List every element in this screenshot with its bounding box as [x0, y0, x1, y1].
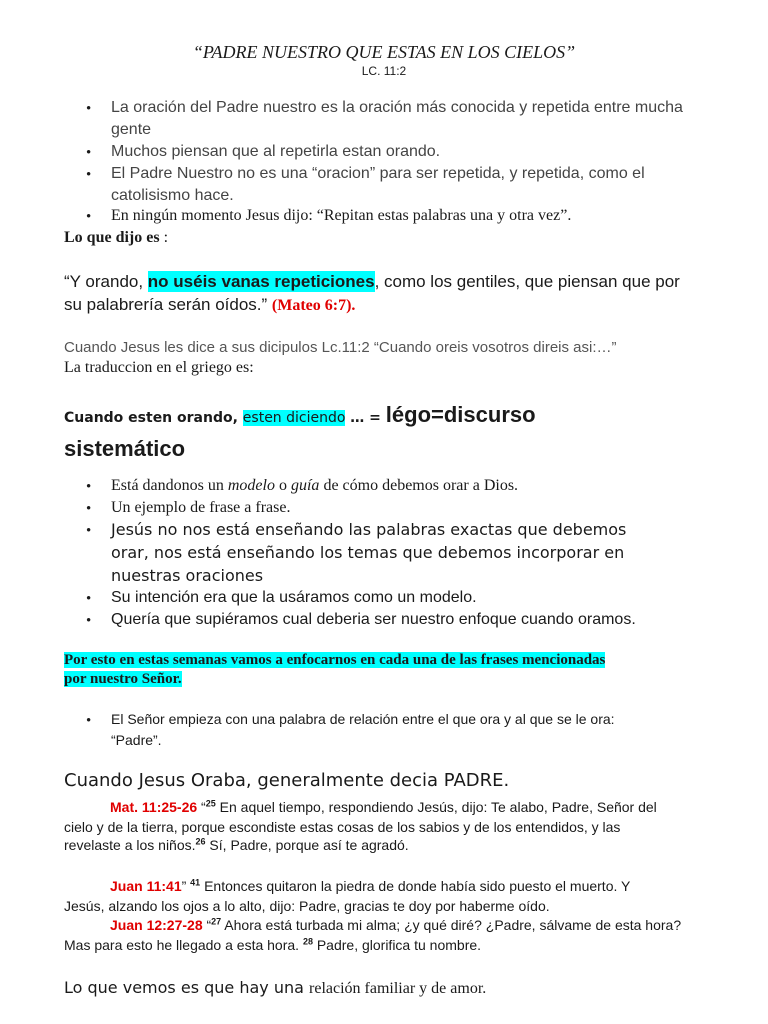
bullet-icon: •: [86, 209, 92, 225]
list-item: orar, nos está enseñando los temas que debemos incorporar en: [111, 543, 625, 562]
griego-part1: Cuando esten orando,: [64, 410, 243, 426]
page-subtitle: LC. 11:2: [361, 64, 407, 78]
bullet-icon: •: [86, 479, 92, 495]
quote-line-1: [64, 272, 680, 292]
verse-number: 26: [195, 836, 206, 847]
juan2-text-1: Ahora está turbada mi alma; ¿y qué diré? ¿Padre, sálvame de esta hora?: [221, 917, 682, 933]
quote-rest: , como los gentiles, que piensan que por: [374, 272, 680, 291]
juan1-line-2: Jesús, alzando los ojos a lo alto, dijo: Padre, gracias te doy por haberme oído.: [64, 898, 550, 914]
final-relacion: relación familiar y de amor: [309, 980, 483, 997]
final-line: [64, 978, 486, 998]
mat-text-1: En aquel tiempo, respondiendo Jesús, dijo: Te alabo, Padre, Señor del: [215, 799, 657, 815]
list-item: catolisismo hace.: [111, 187, 234, 204]
verse-number: 28: [302, 936, 313, 947]
guia-em: guía: [290, 477, 320, 494]
quote-line-2: [64, 295, 355, 315]
bullet-icon: •: [86, 523, 92, 539]
list-item: Muchos piensan que al repetirla estan orando.: [111, 143, 441, 160]
colon: :: [159, 229, 169, 246]
mat-text-3b: Sí, Padre, porque así te agradó.: [205, 837, 409, 853]
semanas-highlight-2: por nuestro Señor.: [64, 671, 182, 687]
list-item: La oración del Padre nuestro es la oración más conocida y repetida entre mucha: [111, 99, 683, 116]
highlight-vanas: no uséis vanas repeticiones: [147, 272, 375, 291]
juan1-line-1: [110, 878, 630, 894]
cuando-jesus-text: Cuando Jesus les dice a sus dicipulos Lc.11:2 “Cuando oreis vosotros direis asi:…”: [64, 339, 617, 356]
juan2-text-2b: Padre, glorifica tu nombre.: [312, 937, 482, 953]
modelo-post: de cómo debemos orar a Dios.: [319, 477, 519, 494]
griego-part2: … =: [345, 410, 386, 426]
modelo-mid: o: [274, 477, 291, 494]
griego-line: [64, 402, 536, 428]
final-pre: Lo que vemos es que hay una: [64, 978, 310, 997]
bullet-icon: •: [86, 501, 92, 517]
quote-line2-text: su palabrería serán oídos.”: [64, 295, 272, 314]
list-item: Jesús no nos está enseñando las palabras exactas que debemos: [111, 520, 627, 539]
bullet-icon: •: [86, 167, 92, 183]
juan2-quote: “: [202, 917, 212, 933]
juan2-text-2a: Mas para esto he llegado a esta hora.: [64, 937, 300, 953]
list-item: El Padre Nuestro no es una “oracion” para ser repetida, y repetida, como el: [111, 165, 645, 182]
section-heading: Cuando Jesus Oraba, generalmente decia PADRE.: [64, 770, 510, 791]
list-item: Un ejemplo de frase a frase.: [111, 499, 291, 516]
lo-que-dijo-label: Lo que dijo es: [64, 229, 160, 246]
mat-text-3a: revelaste a los niños.: [64, 837, 196, 853]
page-title: “PADRE NUESTRO QUE ESTAS EN LOS CIELOS”: [192, 42, 576, 62]
modelo-pre: Está dandonos un: [111, 477, 228, 494]
juan2-ref: Juan 12:27-28: [110, 917, 203, 933]
traduccion-text: La traduccion en el griego es:: [64, 359, 254, 376]
juan1-ref: Juan 11:41: [110, 878, 182, 894]
mat-line-2: cielo y de la tierra, porque escondiste estas cosas de los sabios y de los entendidos, y las: [64, 819, 621, 835]
list-item: nuestras oraciones: [111, 566, 264, 585]
mat-line-1: [110, 799, 657, 815]
griego-big: légo=discurso: [385, 402, 536, 427]
verse-number: 41: [190, 877, 201, 888]
bullet-icon: •: [86, 713, 92, 729]
semanas-highlight-1: Por esto en estas semanas vamos a enfocarnos en cada una de las frases mencionadas: [64, 652, 606, 668]
list-item: El Señor empieza con una palabra de relación entre el que ora y al que se le ora:: [111, 711, 615, 727]
list-item: “Padre”.: [111, 732, 162, 748]
list-item: Quería que supiéramos cual deberia ser nuestro enfoque cuando oramos.: [111, 611, 636, 628]
semanas-line-2: [64, 671, 182, 688]
final-dot: .: [482, 980, 487, 997]
verse-number: 27: [211, 916, 222, 927]
highlight-esten-diciendo: esten diciendo: [242, 410, 346, 426]
lo-que-dijo-heading: [64, 229, 168, 247]
bullet-icon: •: [86, 613, 92, 629]
mat-line-3: [64, 837, 409, 853]
mat-quote: “: [197, 799, 206, 815]
bullet-icon: •: [86, 145, 92, 161]
juan1-quote: ”: [181, 878, 191, 894]
quote-open: “Y orando,: [64, 272, 148, 291]
juan2-line-1: [110, 917, 681, 933]
list-item: gente: [111, 121, 152, 138]
list-item: Su intención era que la usáramos como un modelo.: [111, 589, 477, 606]
bullet-icon: •: [86, 101, 92, 117]
modelo-em: modelo: [227, 477, 275, 494]
juan2-line-2: [64, 937, 481, 953]
juan1-text-1: Entonces quitaron la piedra de donde había sido puesto el muerto. Y: [200, 878, 631, 894]
semanas-line-1: [64, 652, 605, 669]
mat-ref: Mat. 11:25-26: [110, 799, 198, 815]
griego-big-line2: sistemático: [64, 436, 186, 461]
quote-ref: (Mateo 6:7).: [271, 297, 356, 314]
list-item: [111, 477, 518, 495]
bullet-icon: •: [86, 591, 92, 607]
verse-number: 25: [205, 798, 216, 809]
list-item: En ningún momento Jesus dijo: “Repitan estas palabras una y otra vez”.: [111, 207, 572, 224]
